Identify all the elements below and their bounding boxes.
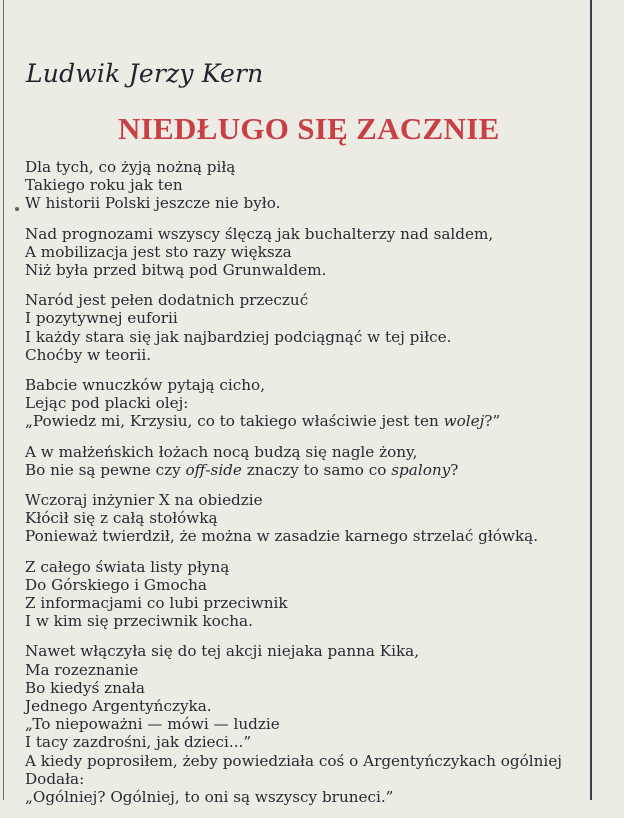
poem-line: Do Górskiego i Gmocha [25, 575, 207, 594]
stanza [25, 642, 585, 806]
stanza [25, 158, 585, 213]
poem-line: I pozytywnej euforii [25, 309, 178, 328]
poem-line: Jednego Argentyńczyka. [25, 697, 212, 716]
poem-line: Ma rozeznanie [25, 660, 139, 679]
poem-line: Bo kiedyś znała [25, 678, 145, 697]
poem-line: Choćby w teorii. [25, 345, 152, 364]
stanza [25, 558, 585, 631]
poem-line: I każdy stara się jak najbardziej podciągnąć w tej piłce. [25, 327, 452, 346]
stanza [25, 225, 585, 280]
poem-line-with-emphasis [25, 412, 585, 430]
poem-line: Kłócił się z całą stołówką [25, 509, 218, 528]
poem-line: Ponieważ twierdził, że można w zasadzie karnego strzelać główką. [25, 527, 539, 546]
left-page-rule [3, 0, 4, 800]
line-text: znaczy to samo co [241, 460, 392, 479]
poem-line: A kiedy poprosiłem, żeby powiedziała coś o Argentyńczykach ogólniej [25, 751, 562, 770]
quoted-text: „Powiedz mi, Krzysiu, co to takiego właściwie jest ten [25, 412, 444, 431]
poem-line: Dodała: [25, 769, 85, 788]
poem-line: Dla tych, co żyją nożną piłą [25, 158, 236, 176]
poem-line: I tacy zazdrośni, jak dzieci...” [25, 733, 252, 752]
poem-line-with-emphasis [25, 461, 585, 479]
poem-line: A mobilizacja jest sto razy większa [25, 242, 292, 261]
poem-line: A w małżeńskich łożach nocą budzą się nagle żony, [25, 442, 418, 461]
line-text: Bo nie są pewne czy [25, 460, 186, 479]
stanza [25, 491, 585, 546]
ink-mark [15, 207, 19, 211]
quoted-text: ?” [484, 412, 501, 431]
poem-text [25, 158, 585, 818]
poem-line: Naród jest pełen dodatnich przeczuć [25, 291, 309, 310]
poem-line: Niż była przed bitwą pod Grunwaldem. [25, 261, 327, 280]
article-title: NIEDŁUGO SIĘ ZACZNIE [118, 111, 500, 146]
author-name: Ludwik Jerzy Kern [26, 59, 264, 88]
stanza [25, 376, 585, 431]
line-text: ? [450, 460, 459, 479]
poem-line: Babcie wnuczków pytają cicho, [25, 376, 266, 395]
stanza [25, 291, 585, 364]
poem-line: Z informacjami co lubi przeciwnik [25, 594, 288, 613]
poem-line: I w kim się przeciwnik kocha. [25, 612, 253, 631]
poem-line: Nad prognozami wszyscy ślęczą jak buchalterzy nad saldem, [25, 224, 494, 243]
poem-line: W historii Polski jeszcze nie było. [25, 194, 281, 213]
poem-line: „Ogólniej? Ogólniej, to oni są wszyscy bruneci.” [25, 788, 394, 807]
poem-line: „To niepoważni — mówi — ludzie [25, 715, 280, 734]
italic-word: spalony [391, 460, 451, 479]
poem-line: Takiego roku jak ten [25, 176, 183, 195]
poem-line: Lejąc pod placki olej: [25, 394, 189, 413]
poem-line: Nawet włączyła się do tej akcji niejaka panna Kika, [25, 642, 420, 661]
italic-word: off-side [185, 460, 242, 479]
poem-line: Z całego świata listy płyną [25, 557, 230, 576]
right-column-rule [590, 0, 592, 800]
poem-line: Wczoraj inżynier X na obiedzie [25, 491, 263, 510]
italic-word: wolej [443, 412, 485, 431]
stanza [25, 443, 585, 479]
